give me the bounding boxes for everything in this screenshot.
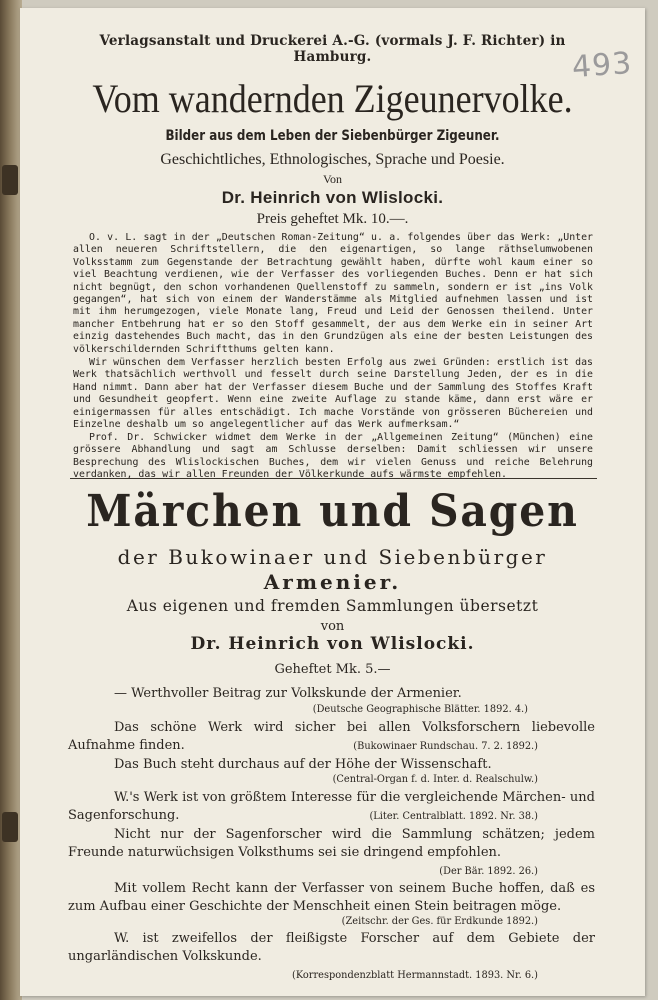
book1-subtitle: Bilder aus dem Leben der Siebenbürger Zigeuner. — [165, 128, 500, 144]
section-divider — [70, 478, 597, 479]
book1-title: Vom wandernden Zigeunervolke. — [92, 76, 573, 121]
book2-quote: W. ist zweifellos der fleißigste Forscher auf dem Gebiete der ungarländischen Volkskunde. — [68, 931, 595, 964]
book2-quote: W.'s Werk ist von größtem Interesse für die vergleichende Märchen- und Sagenforschung. — [68, 790, 595, 823]
book2-quote-source: (Der Bär. 1892. 26.) — [439, 866, 538, 877]
book1-review-1: O. v. L. sagt in der „Deutschen Roman-Zeitung“ u. a. folgendes über das Werk: „Unter allen neueren Schriftstellern, die den eigenartigen, so lange räthselumwobenen Volksstamm zum Gegenstande der Betrachtung gewählt haben, dürfte wohl kaum einer so viel Beachtung verdienen, wie der Verfasser des vorliegenden Buches. Denn er hat sich nicht begnügt, den schon vorhandenen Quellenstoff zu sammeln, sondern er ist „ins Volk gegangen“, hat sich von einem der Wanderstämme als Mitglied aufnehmen lassen und ist mit ihm herumgezogen, viele Monate lang, Freud und Leid der Genossen theilend. Unter mancher Entbehrung hat er so den Stoff gesammelt, der aus dem Werke ein in seiner Art einzig dastehendes Buch macht, das in den Grundzügen als eine der besten Leistungen des völkerschildernden Schriftthums gelten kann. — [73, 232, 593, 355]
publisher-line: Verlagsanstalt und Druckerei A.-G. (vormals J. F. Richter) in Hamburg. — [99, 33, 566, 65]
book2-quote-source: (Zeitschr. der Ges. für Erdkunde 1892.) — [341, 916, 538, 927]
book-page — [20, 8, 645, 996]
book2-von: von — [320, 619, 345, 634]
binding-stitch — [2, 812, 18, 842]
book1-review-2: Wir wünschen dem Verfasser herzlich besten Erfolg aus zwei Gründen: erstlich ist das Werk thatsächlich werthvoll und fesselt durch seine Darstellung Jeden, der es in die Hand nimmt. Dann aber hat der Verfasser diesem Buche und der Sammlung des Stoffes Kraft und Gesundheit geopfert. Wenn eine zweite Auflage zu stande käme, dann erst wäre er einigermassen für alles entschädigt. Ich mache Vorstände von grösseren Büchereien und Einzelne deshalb um so angelegentlicher auf das Werk aufmerksam.“ — [73, 357, 593, 431]
book2-title: Märchen und Sagen — [86, 486, 579, 537]
book2-subtitle3: Aus eigenen und fremden Sammlungen übersetzt — [126, 597, 539, 615]
book2-quote-source: (Deutsche Geographische Blätter. 1892. 4.) — [312, 704, 528, 715]
book1-author: Dr. Heinrich von Wlislocki. — [221, 188, 444, 207]
book2-quote: Das Buch steht durchaus auf der Höhe der Wissenschaft. — [114, 757, 492, 772]
book2-subtitle2: Armenier. — [263, 570, 402, 594]
book1-subtitle2: Geschichtliches, Ethnologisches, Sprache und Poesie. — [160, 151, 505, 168]
book2-quote-source: (Bukowinaer Rundschau. 7. 2. 1892.) — [353, 741, 538, 752]
book2-quote-source: (Korrespondenzblatt Hermannstadt. 1893. Nr. 6.) — [292, 970, 538, 981]
book1-price: Preis geheftet Mk. 10.—. — [256, 211, 409, 227]
book2-quote: — Werthvoller Beitrag zur Volkskunde der Armenier. — [114, 686, 462, 701]
book-binding-gutter — [0, 0, 22, 1000]
book2-quote: Mit vollem Recht kann der Verfasser von seinem Buche hoffen, daß es zum Aufbau einer Geschichte der Menschheit einen Stein beitragen möge. — [68, 881, 595, 914]
book2-quote: Nicht nur der Sagenforscher wird die Sammlung schätzen; jedem Freunde naturwüchsigen Volksthums sei sie dringend empfohlen. — [68, 827, 595, 860]
book2-price: Geheftet Mk. 5.— — [274, 662, 391, 677]
book2-quote-source: (Liter. Centralblatt. 1892. Nr. 38.) — [369, 811, 538, 822]
book2-quote-source: (Central-Organ f. d. Inter. d. Realschulw.) — [332, 774, 538, 785]
book1-von: Von — [322, 172, 343, 186]
handwritten-page-number: 493 — [570, 45, 634, 86]
book2-quote: Das schöne Werk wird sicher bei allen Volksforschern liebevolle Aufnahme finden. — [68, 720, 595, 753]
book2-author: Dr. Heinrich von Wlislocki. — [190, 634, 475, 654]
binding-stitch — [2, 165, 18, 195]
book1-review-3: Prof. Dr. Schwicker widmet dem Werke in der „Allgemeinen Zeitung“ (München) eine grössere Abhandlung und sagt am Schlusse derselben: Damit schliessen wir unsere Besprechung des Wlislockischen Buches, dem wir vielen Genuss und reiche Belehrung verdanken, das wir allen Freunden der Völkerkunde aufs wärmste empfehlen. — [73, 432, 593, 481]
book2-subtitle: der Bukowinaer und Siebenbürger — [117, 545, 548, 569]
